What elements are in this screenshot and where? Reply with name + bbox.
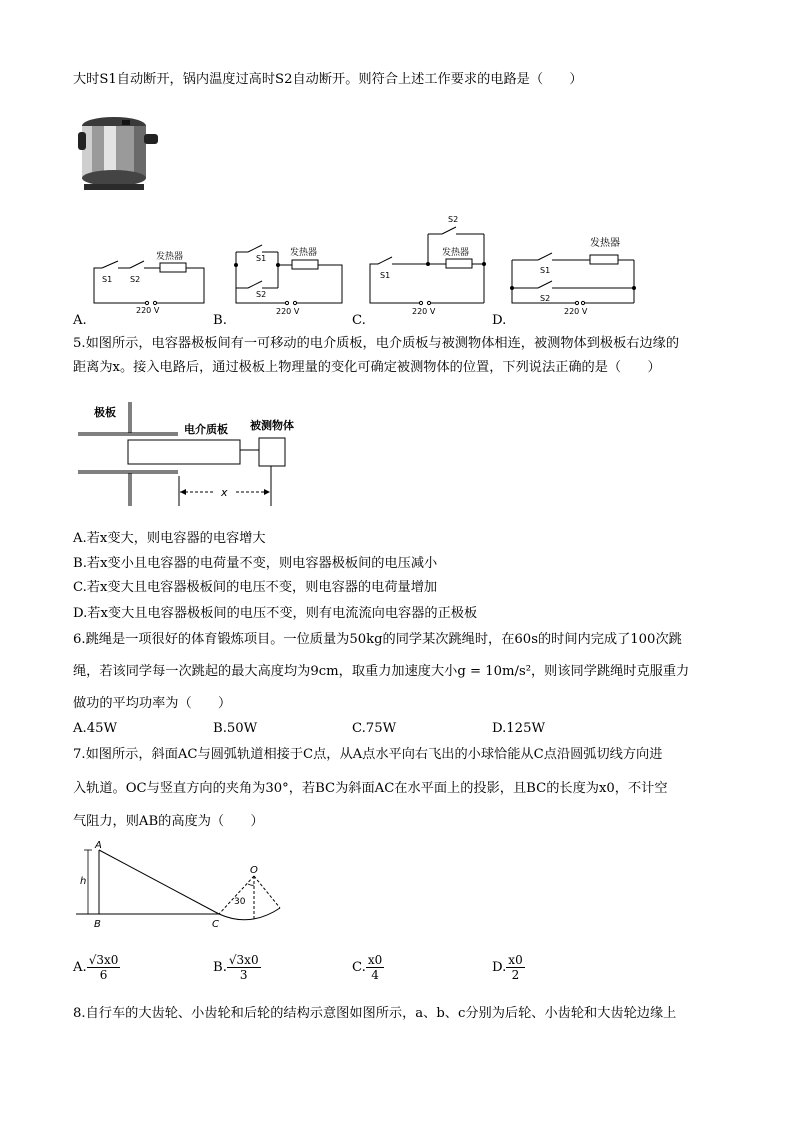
- q7-option-c-den: 4: [371, 968, 379, 982]
- q6-stem-line2: 绳，若该同学每一次跳起的最大高度均为9cm，取重力加速度大小g = 10m/s²，则该同学跳绳时克服重力: [73, 664, 690, 679]
- circuit-option-c: [362, 212, 492, 316]
- circuit-option-a: [80, 250, 220, 316]
- label-s1: S1: [540, 266, 551, 275]
- q7-option-d: [492, 953, 525, 982]
- q6-option-c: C.75W: [352, 721, 397, 736]
- label-a: A: [95, 840, 102, 851]
- q6-option-b: B.50W: [213, 721, 258, 736]
- q7-option-a-label: A.: [73, 960, 87, 975]
- q7-option-b-num: √3x0: [228, 953, 259, 967]
- q7-option-a: [73, 953, 120, 982]
- label-c: C: [212, 919, 219, 930]
- q4-option-b: B.: [213, 313, 227, 328]
- label-x: x: [221, 486, 228, 499]
- q5-stem-line1: 5.如图所示，电容器极板间有一可移动的电介质板，电介质板与被测物体相连，被测物体到极板右边缘的: [73, 336, 680, 351]
- label-voltage: 220 V: [276, 307, 300, 316]
- q7-option-d-num: x0: [508, 953, 523, 967]
- q6-option-a: A.45W: [73, 721, 118, 736]
- q6-stem-line3: 做功的平均功率为（ ）: [73, 696, 232, 711]
- q7-option-d-label: D.: [492, 960, 507, 975]
- q7-option-a-num: √3x0: [88, 953, 119, 967]
- capacitor-figure: [74, 398, 314, 510]
- q5-option-b: B.若x变小且电容器的电荷量不变，则电容器极板间的电压减小: [73, 556, 438, 571]
- q7-option-b: [213, 953, 261, 982]
- circuit-option-b: [226, 240, 352, 316]
- pressure-cooker-photo: [74, 112, 160, 194]
- q7-option-b-label: B.: [213, 960, 227, 975]
- label-voltage: 220 V: [136, 306, 160, 315]
- q8-stem-line1: 8.自行车的大齿轮、小齿轮和后轮的结构示意图如图所示，a、b、c分别为后轮、小齿轮和大齿轮边缘上: [73, 1006, 677, 1021]
- label-s2: S2: [256, 290, 267, 299]
- label-angle: 30: [234, 897, 246, 907]
- incline-arc-figure: [74, 838, 294, 930]
- label-s1: S1: [380, 271, 391, 280]
- q5-option-c: C.若x变大且电容器极板间的电压不变，则电容器的电荷量增加: [73, 580, 438, 595]
- label-s1: S1: [256, 254, 267, 263]
- label-b: B: [94, 919, 101, 930]
- q7-option-c-label: C.: [352, 960, 366, 975]
- label-h: h: [80, 876, 87, 887]
- q4-option-c: C.: [352, 313, 366, 328]
- label-s2: S2: [448, 215, 459, 224]
- label-heater: 发热器: [156, 252, 184, 262]
- q5-stem-line2: 距离为x。接入电路后，通过极板上物理量的变化可确定被测物体的位置，下列说法正确的是（ ）: [73, 360, 661, 375]
- q4-option-d: D.: [492, 313, 507, 328]
- label-voltage: 220 V: [412, 307, 436, 316]
- label-object: 被测物体: [250, 419, 294, 432]
- label-s1: S1: [102, 275, 113, 284]
- label-o: O: [250, 865, 258, 876]
- label-plate: 极板: [94, 406, 116, 419]
- circuit-option-d: [506, 230, 646, 316]
- label-s2: S2: [130, 275, 141, 284]
- label-dielectric: 电介质板: [184, 423, 228, 436]
- q4-stem-line: 大时S1自动断开，锅内温度过高时S2自动断开。则符合上述工作要求的电路是（ ）: [73, 72, 583, 87]
- q6-stem-line1: 6.跳绳是一项很好的体育锻炼项目。一位质量为50kg的同学某次跳绳时，在60s的时间内完成了100次跳: [73, 632, 682, 647]
- q7-stem-line1: 7.如图所示，斜面AC与圆弧轨道相接于C点，从A点水平向右飞出的小球恰能从C点沿圆弧切线方向进: [73, 747, 663, 762]
- q4-option-a: A.: [73, 313, 87, 328]
- q7-option-b-den: 3: [239, 968, 248, 982]
- q5-option-d: D.若x变大且电容器极板间的电压不变，则有电流流向电容器的正极板: [73, 606, 478, 621]
- label-s2: S2: [540, 294, 551, 303]
- q5-option-a: A.若x变大，则电容器的电容增大: [73, 531, 266, 546]
- q7-option-c: [352, 953, 384, 982]
- label-voltage: 220 V: [564, 307, 588, 316]
- label-heater: 发热器: [290, 248, 318, 258]
- q7-option-d-den: 2: [511, 968, 520, 982]
- q7-option-c-num: x0: [367, 953, 383, 967]
- label-heater: 发热器: [442, 248, 470, 258]
- label-heater: 发热器: [590, 238, 620, 249]
- q7-stem-line3: 气阻力，则AB的高度为（ ）: [73, 814, 264, 829]
- q7-option-a-den: 6: [99, 968, 108, 982]
- q6-option-d: D.125W: [492, 721, 546, 736]
- q7-stem-line2: 入轨道。OC与竖直方向的夹角为30°，若BC为斜面AC在水平面上的投影，且BC的长度为x0，不计空: [73, 781, 668, 796]
